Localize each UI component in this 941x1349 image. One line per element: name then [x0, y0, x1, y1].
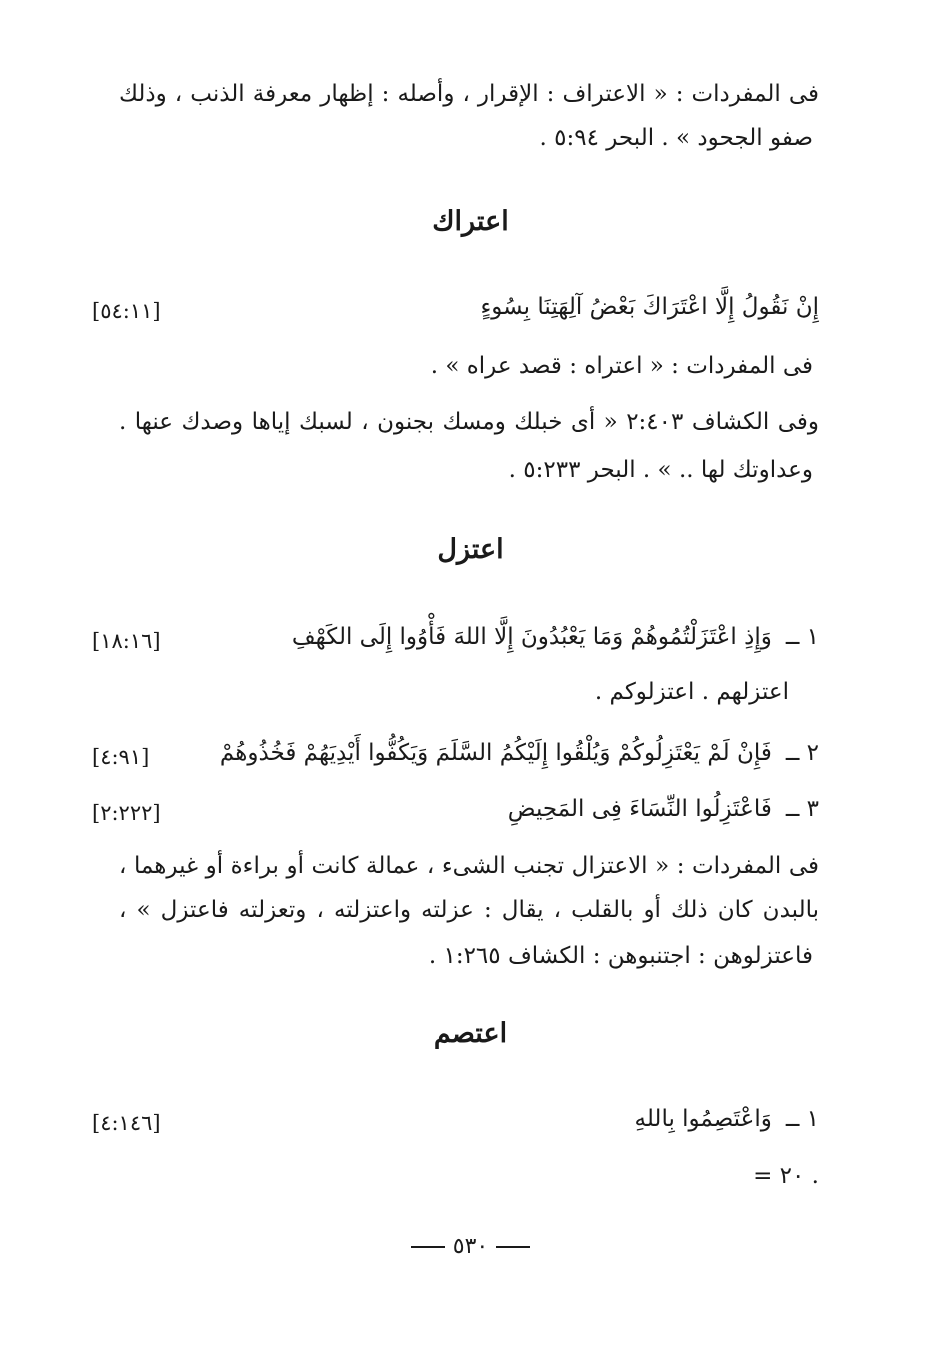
- verse-number: ١ ــ: [785, 1106, 819, 1132]
- mufradat-note-line: فى المفردات : « الاعتراف : الإقرار ، وأصله : إظهار معرفة الذنب ، وذلك: [119, 81, 819, 107]
- page-number: [0, 1232, 941, 1262]
- page-number-dash: [496, 1246, 530, 1248]
- note-line: فى المفردات : « الاعتزال تجنب الشىء ، عمالة كانت أو براءة أو غيرهما ،: [119, 853, 819, 879]
- note-line: فى المفردات : « اعتراه : قصد عراه » .: [430, 353, 813, 379]
- quran-verse: [220, 736, 819, 770]
- entry-heading: اعتصم: [433, 1018, 508, 1049]
- quran-verse: [292, 620, 819, 654]
- verse-reference: [٢:٢٢٢]: [92, 801, 161, 825]
- quran-verse: [508, 792, 819, 826]
- verse-text: إِنْ نَقُولُ إِلَّا اعْتَرَاكَ بَعْضُ آلِهَتِنَا بِسُوءٍ: [480, 294, 819, 320]
- mufradat-note-line: صفو الجحود » . البحر ٥:٩٤ .: [539, 125, 813, 151]
- quran-verse: [480, 290, 819, 324]
- verse-reference: [٤:٩١]: [92, 745, 150, 769]
- note-line: فاعتزلوهن : اجتنبوهن : الكشاف ١:٢٦٥ .: [428, 943, 813, 969]
- verse-text: فَإِنْ لَمْ يَعْتَزِلُوكُمْ وَيُلْقُوا إِلَيْكُمُ السَّلَمَ وَيَكُفُّوا أَيْدِيَهُمْ فَخُذُوهُمْ: [219, 740, 772, 766]
- derived-forms: اعتزلهم . اعتزلوكم .: [594, 679, 789, 705]
- verse-reference: [٤:١٤٦]: [92, 1111, 161, 1135]
- entry-heading: اعتراك: [432, 206, 509, 237]
- page-number-dash: [411, 1246, 445, 1248]
- note-line: وفى الكشاف ٢:٤٠٣ « أى خبلك ومسك بجنون ، لسبك إياها وصدك عنها .: [119, 409, 819, 435]
- note-line: بالبدن كان ذلك أو بالقلب ، يقال : عزلته واعتزلته ، وتعزلته فاعتزل » ،: [119, 897, 819, 923]
- signature-mark: = ٢٠ .: [753, 1163, 819, 1189]
- entry-heading: اعتزل: [437, 534, 504, 565]
- verse-number: ٣ ــ: [785, 796, 819, 822]
- page-number-text: ٥٣٠: [452, 1234, 489, 1259]
- verse-number: ٢ ــ: [785, 740, 819, 766]
- verse-reference: [١٨:١٦]: [92, 629, 161, 653]
- quran-verse: [634, 1102, 819, 1136]
- verse-text: وَإِذِ اعْتَزَلْتُمُوهُمْ وَمَا يَعْبُدُونَ إِلَّا اللهَ فَأْوُوا إِلَى الكَهْفِ: [291, 624, 772, 650]
- verse-text: وَاعْتَصِمُوا بِاللهِ: [634, 1106, 772, 1132]
- verse-reference: [٥٤:١١]: [92, 299, 161, 323]
- note-line: وعداوتك لها .. » . البحر ٥:٢٣٣ .: [508, 457, 813, 483]
- verse-text: فَاعْتَزِلُوا النِّسَاءَ فِى المَحِيضِ: [507, 796, 772, 822]
- verse-number: ١ ــ: [785, 624, 819, 650]
